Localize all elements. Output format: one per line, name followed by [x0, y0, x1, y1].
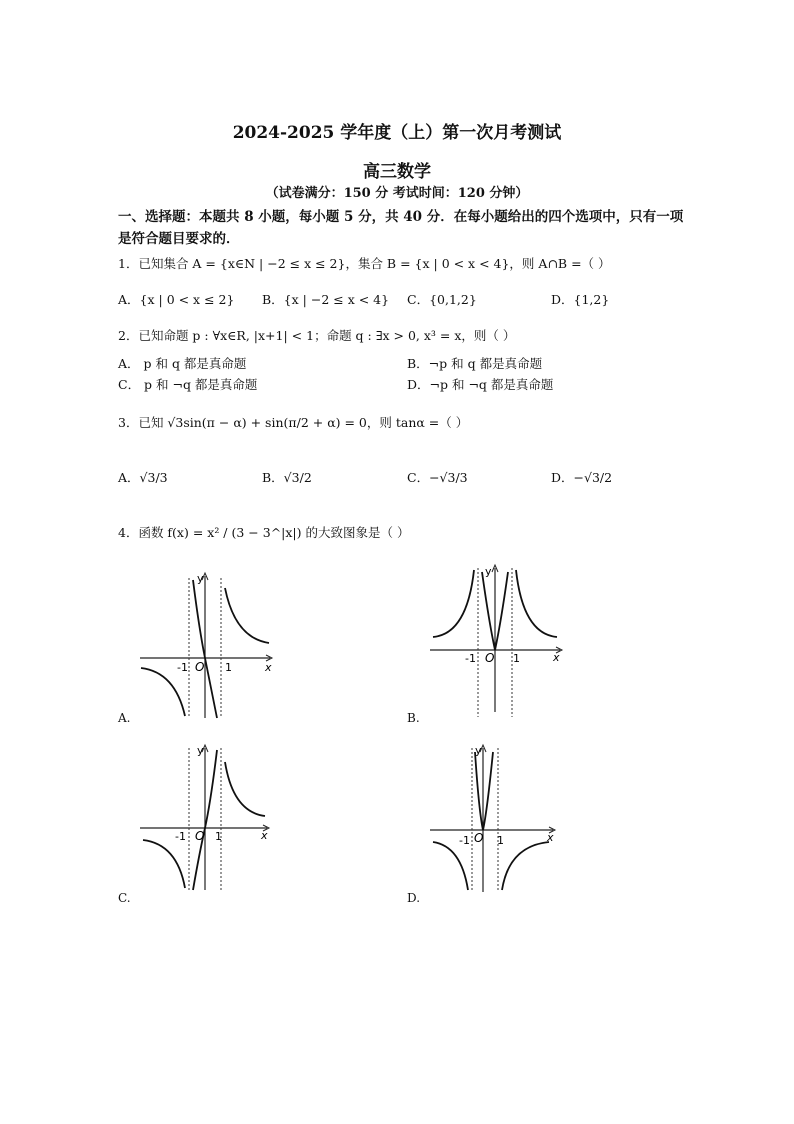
question-4-stem: 4．函数 f(x) = x² / (3 − 3^|x|) 的大致图象是（ ） [118, 525, 410, 540]
question-2-option-b: B．¬p 和 q 都是真命题 [407, 356, 543, 371]
graph-c-neg-one-label: -1 [175, 830, 186, 843]
graph-b-y-label: y [485, 565, 492, 578]
question-2-option-d: D．¬p 和 ¬q 都是真命题 [407, 377, 554, 392]
question-1-option-a: A．{x | 0 < x ≤ 2} [118, 292, 235, 307]
graph-b-neg-one-label: -1 [465, 652, 476, 665]
section-heading-line2: 是符合题目要求的． [118, 231, 240, 247]
graph-b-one-label: 1 [513, 652, 520, 665]
graph-c [135, 740, 280, 895]
graph-d-origin-label: O [474, 831, 484, 845]
question-3-option-d: D．−√3/2 [551, 470, 613, 485]
question-2-option-a: A． p 和 q 都是真命题 [118, 356, 247, 371]
graph-b-x-label: x [553, 651, 560, 664]
graph-c-y-label: y [197, 744, 204, 757]
question-2-stem: 2．已知命题 p : ∀x∈R, |x+1| < 1；命题 q : ∃x > 0, x³ = x，则（ ） [118, 328, 516, 343]
exam-info: （试卷满分：150 分 考试时间：120 分钟） [265, 186, 529, 201]
graph-a-one-label: 1 [225, 661, 232, 674]
graph-d-y-label: y [475, 744, 482, 757]
graph-d [425, 742, 570, 897]
graph-c-x-label: x [261, 829, 268, 842]
exam-subtitle: 高三数学 [363, 162, 431, 182]
question-4-option-d: D. [407, 891, 421, 905]
graph-a-neg-one-label: -1 [177, 661, 188, 674]
graph-b [425, 562, 570, 722]
graph-d-x-label: x [547, 831, 554, 844]
graph-d-neg-one-label: -1 [459, 834, 470, 847]
question-2-option-c: C． p 和 ¬q 都是真命题 [118, 377, 258, 392]
graph-d-one-label: 1 [497, 834, 504, 847]
question-1-option-d: D．{1,2} [551, 292, 610, 307]
exam-title: 2024-2025 学年度（上）第一次月考测试 [232, 123, 562, 143]
question-3-option-b: B．√3/2 [262, 470, 312, 485]
graph-b-origin-label: O [485, 651, 495, 665]
question-1-option-b: B．{x | −2 ≤ x < 4} [262, 292, 390, 307]
question-4-option-a: A. [118, 711, 131, 725]
graph-c-one-label: 1 [215, 830, 222, 843]
graph-a-x-label: x [265, 661, 272, 674]
graph-a [135, 568, 280, 723]
question-3-option-a: A．√3/3 [118, 470, 168, 485]
question-3-stem: 3．已知 √3sin(π − α) + sin(π/2 + α) = 0，则 tanα =（ ） [118, 415, 469, 430]
question-3-option-c: C．−√3/3 [407, 470, 468, 485]
graph-a-y-label: y [197, 572, 204, 585]
graph-c-origin-label: O [195, 829, 205, 843]
section-heading-line1: 一、选择题：本题共 8 小题，每小题 5 分，共 40 分．在每小题给出的四个选项中，只有一项 [118, 209, 684, 225]
question-4-option-c: C. [118, 891, 131, 905]
question-1-option-c: C．{0,1,2} [407, 292, 477, 307]
question-1-stem: 1．已知集合 A = {x∈N | −2 ≤ x ≤ 2}，集合 B = {x | 0 < x < 4}，则 A∩B =（ ） [118, 256, 611, 271]
graph-a-origin-label: O [195, 660, 205, 674]
question-4-option-b: B. [407, 711, 420, 725]
